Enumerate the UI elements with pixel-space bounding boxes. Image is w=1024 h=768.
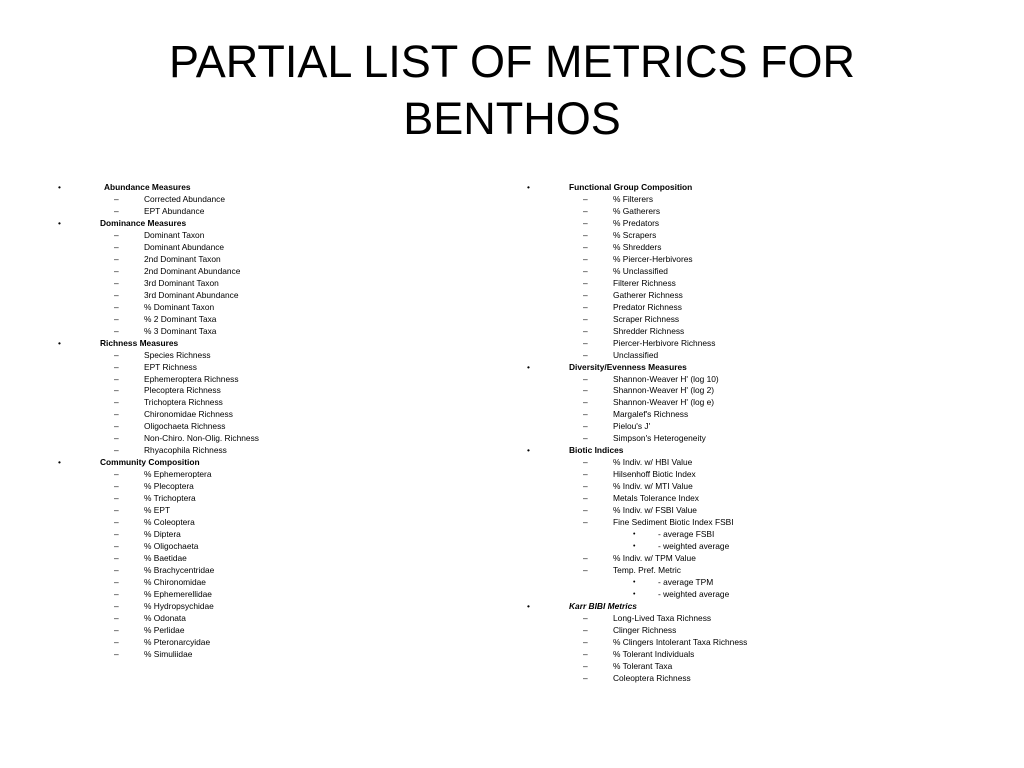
list-item: [58, 445, 478, 457]
bullet-icon: •: [58, 457, 61, 468]
dash-icon: –: [114, 600, 119, 611]
list-item-label: % Pteronarcyidae: [144, 636, 211, 647]
sub-list-item-label: - average FSBI: [658, 529, 715, 540]
list-item-label: % Ephemerellidae: [144, 588, 212, 599]
list-item: [527, 397, 977, 409]
bullet-icon: •: [633, 543, 636, 551]
list-item-label: % Shredders: [613, 241, 662, 252]
dash-icon: –: [583, 313, 588, 324]
sub-list-item-label: - average TPM: [658, 576, 714, 587]
dash-icon: –: [114, 241, 119, 252]
list-item: [527, 421, 977, 433]
list-item-label: % 3 Dominant Taxa: [144, 325, 217, 336]
dash-icon: –: [583, 385, 588, 396]
sub-list-item: [527, 577, 977, 589]
list-item: [58, 433, 478, 445]
list-item-label: Pielou's J': [613, 421, 651, 432]
dash-icon: –: [583, 672, 588, 683]
list-item: [58, 421, 478, 433]
list-item-label: Metals Tolerance Index: [613, 493, 699, 504]
list-item: [58, 637, 478, 649]
dash-icon: –: [583, 636, 588, 647]
dash-icon: –: [114, 205, 119, 216]
dash-icon: –: [583, 193, 588, 204]
list-item-label: % EPT: [144, 505, 171, 516]
list-item: [527, 385, 977, 397]
list-item-label: % Piercer-Herbivores: [613, 253, 693, 264]
dash-icon: –: [114, 648, 119, 659]
dash-icon: –: [583, 553, 588, 564]
bullet-icon: •: [633, 531, 636, 539]
dash-icon: –: [114, 433, 119, 444]
list-item-label: % Oligochaeta: [144, 541, 199, 552]
dash-icon: –: [114, 541, 119, 552]
list-item: [58, 469, 478, 481]
list-item-label: % Diptera: [144, 529, 181, 540]
list-item: [527, 613, 977, 625]
list-item: [58, 649, 478, 661]
list-item: [58, 517, 478, 529]
dash-icon: –: [583, 505, 588, 516]
list-item: [527, 517, 977, 529]
bullet-icon: •: [527, 361, 530, 372]
list-item-label: % Chironomidae: [144, 576, 206, 587]
list-item-label: Chironomidae Richness: [144, 409, 233, 420]
dash-icon: –: [114, 493, 119, 504]
list-item-label: Dominant Taxon: [144, 229, 205, 240]
dash-icon: –: [114, 277, 119, 288]
dash-icon: –: [114, 588, 119, 599]
dash-icon: –: [583, 349, 588, 360]
slide-title: [0, 33, 1024, 147]
dash-icon: –: [114, 265, 119, 276]
dash-icon: –: [114, 301, 119, 312]
list-item: [527, 374, 977, 386]
list-item: [527, 350, 977, 362]
list-item-label: 2nd Dominant Taxon: [144, 253, 221, 264]
list-item: [527, 493, 977, 505]
dash-icon: –: [583, 457, 588, 468]
dash-icon: –: [583, 277, 588, 288]
list-item: [58, 553, 478, 565]
list-item-label: % Odonata: [144, 612, 186, 623]
list-item-label: Clinger Richness: [613, 624, 677, 635]
list-item: [58, 397, 478, 409]
list-item-label: 2nd Dominant Abundance: [144, 265, 241, 276]
list-item-label: % Gatherers: [613, 205, 661, 216]
list-item-label: 3rd Dominant Taxon: [144, 277, 219, 288]
dash-icon: –: [583, 229, 588, 240]
list-item: [58, 565, 478, 577]
dash-icon: –: [583, 289, 588, 300]
list-item-label: Species Richness: [144, 349, 211, 360]
list-item: [58, 254, 478, 266]
dash-icon: –: [583, 397, 588, 408]
list-item: [58, 481, 478, 493]
list-item: [527, 206, 977, 218]
section-heading: Community Composition: [100, 457, 200, 468]
list-item-label: % Indiv. w/ MTI Value: [613, 481, 693, 492]
list-item: [58, 577, 478, 589]
list-item-label: 3rd Dominant Abundance: [144, 289, 239, 300]
list-item-label: Shannon-Weaver H' (log 10): [613, 373, 719, 384]
section-heading: Karr BIBI Metrics: [569, 600, 637, 611]
section-heading-row: [527, 601, 977, 613]
list-item: [58, 601, 478, 613]
list-item-label: % Plecoptera: [144, 481, 194, 492]
dash-icon: –: [114, 469, 119, 480]
title-line-2: BENTHOS: [403, 93, 621, 144]
section-heading-row: [58, 182, 478, 194]
list-item-label: Shannon-Weaver H' (log 2): [613, 385, 715, 396]
list-item: [527, 266, 977, 278]
dash-icon: –: [114, 253, 119, 264]
list-item-label: % Ephemeroptera: [144, 469, 212, 480]
dash-icon: –: [114, 553, 119, 564]
list-item-label: Shannon-Weaver H' (log e): [613, 397, 715, 408]
list-item-label: Simpson's Heterogeneity: [613, 433, 706, 444]
dash-icon: –: [583, 253, 588, 264]
list-item: [527, 338, 977, 350]
list-item: [58, 625, 478, 637]
list-item: [527, 326, 977, 338]
bullet-icon: •: [527, 182, 530, 192]
list-item: [527, 553, 977, 565]
dash-icon: –: [583, 660, 588, 671]
list-item: [527, 625, 977, 637]
list-item: [527, 409, 977, 421]
list-item: [58, 613, 478, 625]
section-heading-row: [58, 457, 478, 469]
dash-icon: –: [583, 493, 588, 504]
dash-icon: –: [114, 445, 119, 456]
dash-icon: –: [114, 409, 119, 420]
dash-icon: –: [583, 612, 588, 623]
list-item: [58, 409, 478, 421]
bullet-icon: •: [633, 578, 636, 586]
bullet-icon: •: [527, 445, 530, 456]
list-item: [527, 242, 977, 254]
list-item: [527, 637, 977, 649]
list-item: [58, 302, 478, 314]
sub-list-item: [527, 589, 977, 601]
list-item-label: Predator Richness: [613, 301, 682, 312]
section-heading: Biotic Indices: [569, 445, 624, 456]
list-item: [58, 266, 478, 278]
list-item: [58, 278, 478, 290]
dash-icon: –: [583, 469, 588, 480]
section-heading-row: [58, 218, 478, 230]
dash-icon: –: [583, 373, 588, 384]
list-item: [527, 661, 977, 673]
dash-icon: –: [114, 385, 119, 396]
dash-icon: –: [583, 241, 588, 252]
list-item: [527, 649, 977, 661]
list-item-label: % Dominant Taxon: [144, 301, 215, 312]
list-item-label: % Tolerant Individuals: [613, 648, 695, 659]
dash-icon: –: [114, 325, 119, 336]
dash-icon: –: [583, 205, 588, 216]
dash-icon: –: [114, 229, 119, 240]
list-item: [58, 589, 478, 601]
list-item-label: Rhyacophila Richness: [144, 445, 227, 456]
section-heading: Functional Group Composition: [569, 182, 693, 192]
list-item: [527, 673, 977, 685]
dash-icon: –: [583, 265, 588, 276]
list-item-label: Gatherer Richness: [613, 289, 683, 300]
list-item: [527, 469, 977, 481]
list-item-label: EPT Abundance: [144, 205, 205, 216]
list-item: [58, 529, 478, 541]
list-item-label: % Brachycentridae: [144, 565, 215, 575]
dash-icon: –: [114, 193, 119, 204]
left-column: [58, 182, 478, 661]
dash-icon: –: [114, 397, 119, 408]
dash-icon: –: [583, 421, 588, 432]
list-item-label: Piercer-Herbivore Richness: [613, 337, 716, 348]
list-item: [58, 290, 478, 302]
list-item-label: Shredder Richness: [613, 325, 685, 336]
list-item-label: Ephemeroptera Richness: [144, 373, 239, 384]
list-item-label: % Clingers Intolerant Taxa Richness: [613, 636, 748, 647]
dash-icon: –: [583, 565, 588, 575]
list-item-label: Oligochaeta Richness: [144, 421, 226, 432]
bullet-icon: •: [58, 337, 61, 348]
section-heading-row: [527, 182, 977, 194]
list-item: [58, 374, 478, 386]
list-item: [58, 230, 478, 242]
list-item: [527, 314, 977, 326]
list-item-label: % Coleoptera: [144, 517, 195, 528]
sub-list-item-label: - weighted average: [658, 588, 730, 599]
list-item: [58, 350, 478, 362]
title-line-1: PARTIAL LIST OF METRICS FOR: [169, 36, 855, 87]
dash-icon: –: [114, 576, 119, 587]
list-item: [58, 206, 478, 218]
dash-icon: –: [583, 433, 588, 444]
dash-icon: –: [114, 517, 119, 528]
list-item-label: % Unclassified: [613, 265, 668, 276]
dash-icon: –: [114, 373, 119, 384]
dash-icon: –: [114, 289, 119, 300]
dash-icon: –: [114, 624, 119, 635]
list-item: [527, 457, 977, 469]
dash-icon: –: [114, 313, 119, 324]
dash-icon: –: [114, 636, 119, 647]
sub-list-item-label: - weighted average: [658, 541, 730, 552]
section-heading-row: [527, 445, 977, 457]
list-item-label: % Perlidae: [144, 624, 185, 635]
dash-icon: –: [114, 361, 119, 372]
bullet-icon: •: [633, 590, 636, 598]
list-item-label: Scraper Richness: [613, 313, 680, 324]
list-item: [58, 385, 478, 397]
list-item: [527, 302, 977, 314]
list-item-label: Coleoptera Richness: [613, 672, 691, 683]
section-heading: Dominance Measures: [100, 217, 187, 228]
list-item: [527, 290, 977, 302]
list-item-label: % Baetidae: [144, 553, 187, 564]
list-item-label: % Indiv. w/ FSBI Value: [613, 505, 697, 516]
list-item: [58, 314, 478, 326]
list-item-label: % Trichoptera: [144, 493, 196, 504]
list-item-label: Temp. Pref. Metric: [613, 565, 681, 575]
list-item: [58, 242, 478, 254]
section-heading: Diversity/Evenness Measures: [569, 361, 687, 372]
list-item-label: Corrected Abundance: [144, 193, 226, 204]
list-item: [527, 278, 977, 290]
list-item-label: % Tolerant Taxa: [613, 660, 673, 671]
section-heading-row: [58, 338, 478, 350]
dash-icon: –: [114, 421, 119, 432]
list-item-label: % Predators: [613, 217, 660, 228]
list-item-label: % 2 Dominant Taxa: [144, 313, 217, 324]
list-item: [58, 505, 478, 517]
list-item: [58, 541, 478, 553]
list-item: [58, 362, 478, 374]
list-item-label: Trichoptera Richness: [144, 397, 223, 408]
dash-icon: –: [583, 409, 588, 420]
dash-icon: –: [114, 529, 119, 540]
list-item: [527, 194, 977, 206]
list-item: [58, 194, 478, 206]
list-item-label: Dominant Abundance: [144, 241, 225, 252]
right-column: [527, 182, 977, 685]
list-item-label: % Filterers: [613, 193, 654, 204]
dash-icon: –: [583, 301, 588, 312]
dash-icon: –: [583, 517, 588, 528]
list-item: [527, 230, 977, 242]
list-item-label: Filterer Richness: [613, 277, 676, 288]
dash-icon: –: [114, 612, 119, 623]
list-item-label: % Hydropsychidae: [144, 600, 214, 611]
bullet-icon: •: [58, 182, 61, 192]
list-item-label: Unclassified: [613, 349, 659, 360]
list-item-label: Margalef's Richness: [613, 409, 689, 420]
dash-icon: –: [583, 337, 588, 348]
list-item-label: % Scrapers: [613, 229, 657, 240]
list-item-label: % Simuliidae: [144, 648, 193, 659]
list-item: [527, 505, 977, 517]
list-item-label: EPT Richness: [144, 361, 197, 372]
dash-icon: –: [583, 481, 588, 492]
list-item: [527, 433, 977, 445]
sub-list-item: [527, 529, 977, 541]
dash-icon: –: [114, 481, 119, 492]
bullet-icon: •: [527, 600, 530, 611]
dash-icon: –: [583, 624, 588, 635]
list-item: [58, 326, 478, 338]
dash-icon: –: [583, 648, 588, 659]
dash-icon: –: [114, 349, 119, 360]
list-item-label: Hilsenhoff Biotic Index: [613, 469, 696, 480]
list-item: [527, 218, 977, 230]
list-item: [58, 493, 478, 505]
list-item-label: Long-Lived Taxa Richness: [613, 612, 712, 623]
list-item-label: % Indiv. w/ HBI Value: [613, 457, 693, 468]
list-item-label: Fine Sediment Biotic Index FSBI: [613, 517, 734, 528]
bullet-icon: •: [58, 217, 61, 228]
dash-icon: –: [583, 325, 588, 336]
list-item: [527, 565, 977, 577]
section-heading: Abundance Measures: [104, 182, 191, 192]
list-item-label: Non-Chiro. Non-Olig. Richness: [144, 433, 259, 444]
dash-icon: –: [114, 505, 119, 516]
list-item: [527, 481, 977, 493]
dash-icon: –: [583, 217, 588, 228]
sub-list-item: [527, 541, 977, 553]
dash-icon: –: [114, 565, 119, 575]
section-heading-row: [527, 362, 977, 374]
section-heading: Richness Measures: [100, 337, 179, 348]
list-item-label: % Indiv. w/ TPM Value: [613, 553, 696, 564]
list-item-label: Plecoptera Richness: [144, 385, 221, 396]
list-item: [527, 254, 977, 266]
